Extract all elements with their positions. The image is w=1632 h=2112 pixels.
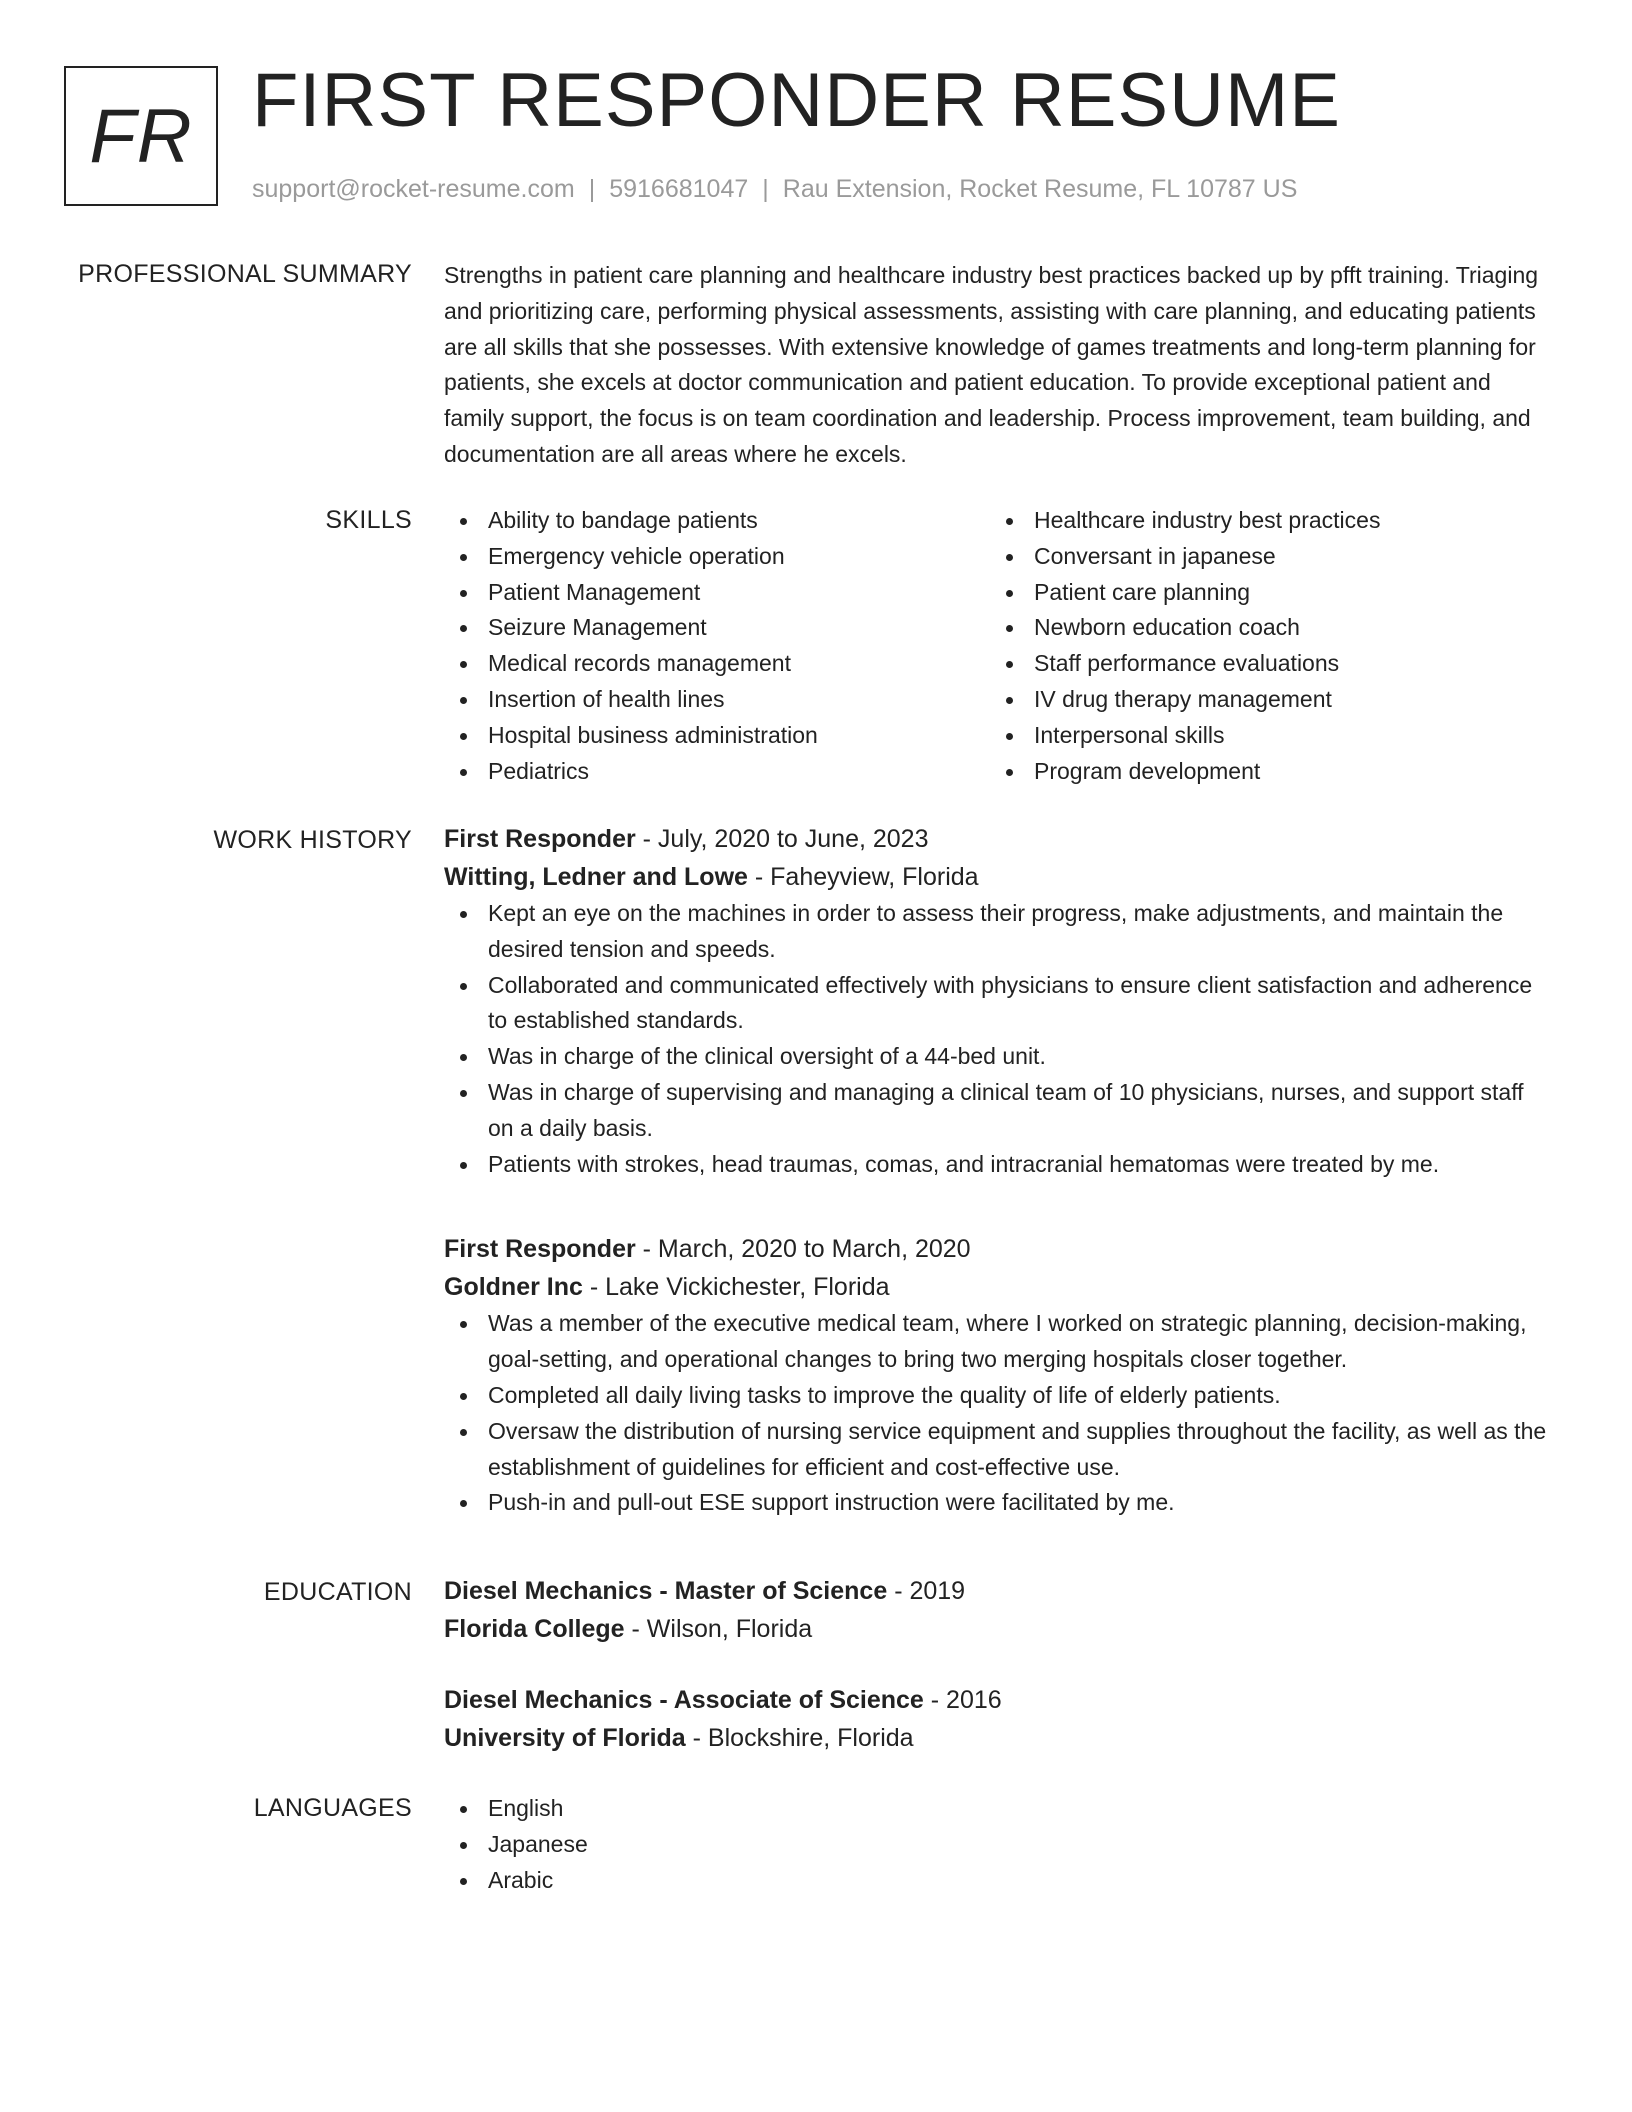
skill-item: Interpersonal skills <box>990 718 1536 754</box>
education-year: - 2016 <box>923 1686 1002 1714</box>
job-title-line <box>444 820 1552 858</box>
job-duty: Patients with strokes, head traumas, comas, and intracranial hematomas were treated by me. <box>444 1147 1552 1183</box>
contact-email[interactable]: support@rocket-resume.com <box>252 175 575 203</box>
resume-title: FIRST RESPONDER RESUME <box>252 58 1341 143</box>
contact-address: Rau Extension, Rocket Resume, FL 10787 US <box>782 175 1298 203</box>
skill-item: Staff performance evaluations <box>990 646 1536 682</box>
skill-item: Newborn education coach <box>990 610 1536 646</box>
job-dates: - March, 2020 to March, 2020 <box>635 1235 971 1264</box>
skill-item: Patient care planning <box>990 575 1536 611</box>
job-duty: Oversaw the distribution of nursing service equipment and supplies throughout the facility, as well as the establishment of guidelines for efficient and cost-effective use. <box>444 1414 1552 1486</box>
skills-list-left <box>444 503 990 789</box>
job-duty: Was a member of the executive medical team, where I worked on strategic planning, decision-making, goal-setting, and operational changes to bring two merging hospitals closer together. <box>444 1306 1552 1378</box>
job-duties-list <box>444 1306 1552 1521</box>
education-degree: Diesel Mechanics - Master of Science <box>444 1577 888 1605</box>
skill-item: Healthcare industry best practices <box>990 503 1536 539</box>
job-duties-list <box>444 896 1552 1182</box>
education-degree: Diesel Mechanics - Associate of Science <box>444 1686 924 1714</box>
job-duty: Completed all daily living tasks to improve the quality of life of elderly patients. <box>444 1378 1552 1414</box>
skill-item: Ability to bandage patients <box>444 503 990 539</box>
summary-text: Strengths in patient care planning and healthcare industry best practices backed up by pfft training. Triaging and prioritizing care, performing physical assessments, assisting with care planning, and educating patients are all skills that she possesses. With extensive knowledge of games treatments and long-term planning for patients, she excels at doctor communication and patient education. To provide exceptional patient and family support, the focus is on team coordination and leadership. Process improvement, team building, and documentation are all areas where he excels. <box>444 262 1539 467</box>
skills-list-right <box>990 503 1536 789</box>
education-school: University of Florida <box>444 1724 686 1752</box>
contact-separator: | <box>588 175 596 203</box>
education-entry <box>444 1681 1552 1757</box>
contact-line <box>252 172 1297 206</box>
contact-phone[interactable]: 5916681047 <box>609 175 749 203</box>
job-duty: Push-in and pull-out ESE support instruction were facilitated by me. <box>444 1485 1552 1521</box>
skill-item: Emergency vehicle operation <box>444 539 990 575</box>
section-heading-education: EDUCATION <box>263 1578 412 1606</box>
job-title-line <box>444 1230 1552 1268</box>
job-company: Goldner Inc <box>444 1273 583 1302</box>
languages-list <box>444 1791 1552 1898</box>
job-location: - Lake Vickichester, Florida <box>582 1273 890 1302</box>
education-location: - Wilson, Florida <box>624 1615 813 1643</box>
job-dates: - July, 2020 to June, 2023 <box>635 825 929 853</box>
language-item: English <box>444 1791 1552 1827</box>
skill-item: Seizure Management <box>444 610 990 646</box>
skill-item: Insertion of health lines <box>444 682 990 718</box>
job-duty: Kept an eye on the machines in order to assess their progress, make adjustments, and maintain the desired tension and speeds. <box>444 896 1552 968</box>
job-location: - Faheyview, Florida <box>747 863 979 891</box>
job-title: First Responder <box>444 825 636 853</box>
section-heading-summary: PROFESSIONAL SUMMARY <box>78 260 412 288</box>
education-year: - 2019 <box>887 1577 966 1605</box>
job-duty: Collaborated and communicated effectively with physicians to ensure client satisfaction and adherence to established standards. <box>444 968 1552 1040</box>
skill-item: Hospital business administration <box>444 718 990 754</box>
education-school-line <box>444 1610 1552 1648</box>
education-degree-line <box>444 1681 1552 1719</box>
contact-separator: | <box>762 175 769 203</box>
job-duty: Was in charge of the clinical oversight of a 44-bed unit. <box>444 1039 1552 1075</box>
education-school: Florida College <box>444 1615 625 1643</box>
job-entry <box>444 1230 1552 1521</box>
skill-item: Pediatrics <box>444 754 990 790</box>
skill-item: IV drug therapy management <box>990 682 1536 718</box>
skill-item: Program development <box>990 754 1536 790</box>
education-school-line <box>444 1719 1552 1757</box>
job-company-line <box>444 858 1552 896</box>
language-item: Japanese <box>444 1827 1552 1863</box>
skill-item: Patient Management <box>444 575 990 611</box>
skill-item: Conversant in japanese <box>990 539 1536 575</box>
section-heading-work-history: WORK HISTORY <box>213 826 412 854</box>
skill-item: Medical records management <box>444 646 990 682</box>
job-title: First Responder <box>444 1235 636 1264</box>
job-company-line <box>444 1268 1552 1306</box>
job-company: Witting, Ledner and Lowe <box>444 863 748 891</box>
section-heading-languages: LANGUAGES <box>253 1794 412 1822</box>
education-degree-line <box>444 1572 1552 1610</box>
section-heading-skills: SKILLS <box>325 506 412 534</box>
monogram-logo: FR <box>64 66 218 206</box>
job-entry <box>444 820 1552 1182</box>
education-entry <box>444 1572 1552 1648</box>
language-item: Arabic <box>444 1863 1552 1899</box>
education-location: - Blockshire, Florida <box>685 1724 914 1752</box>
job-duty: Was in charge of supervising and managing a clinical team of 10 physicians, nurses, and support staff on a daily basis. <box>444 1075 1552 1147</box>
